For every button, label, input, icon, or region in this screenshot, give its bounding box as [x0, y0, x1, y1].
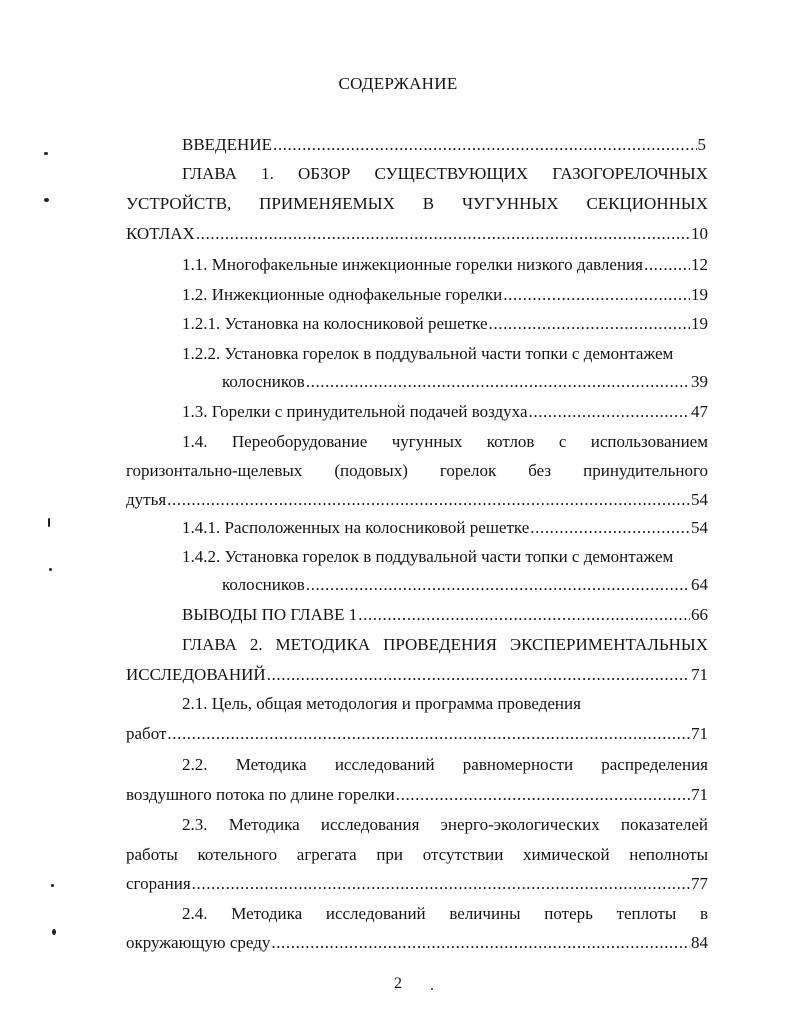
toc-page-number: 66: [691, 605, 708, 624]
scan-speck: [431, 988, 433, 990]
toc-chapter1-line2: УСТРОЙСТВ, ПРИМЕНЯЕМЫХ В ЧУГУННЫХ СЕКЦИОННЫХ: [126, 194, 708, 213]
toc-entry-text: колосников: [222, 372, 305, 391]
toc-page-number: 84: [691, 933, 708, 952]
toc-entry-text: ИССЛЕДОВАНИЙ: [126, 665, 266, 684]
toc-page-number: 54: [691, 518, 708, 537]
toc-entry-text: ВЫВОДЫ ПО ГЛАВЕ 1: [182, 605, 358, 624]
dot-leader: [192, 874, 690, 894]
toc-entry-2-4-line1: 2.4. Методика исследований величины потерь теплоты в: [182, 904, 708, 923]
dot-leader: [396, 785, 690, 805]
toc-entry-2-3-line1: 2.3. Методика исследования энерго-экологических показателей: [182, 815, 708, 834]
toc-page-number: 64: [691, 575, 708, 594]
toc-entry-2-1-line1: 2.1. Цель, общая методология и программа проведения: [182, 694, 581, 713]
dot-leader: [273, 135, 697, 155]
toc-entry-2-2-line2: [126, 785, 708, 805]
scan-speck: [51, 884, 54, 887]
dot-leader: [167, 724, 690, 744]
toc-entry-1-4-1: [182, 518, 708, 538]
toc-entry-1-3: [182, 402, 708, 422]
toc-entry-text: колосников: [222, 575, 305, 594]
toc-entry-1-2-1: [182, 314, 708, 334]
toc-page-number: 12: [691, 255, 708, 274]
toc-page-number: 54: [691, 490, 708, 509]
dot-leader: [167, 490, 690, 510]
dot-leader: [529, 402, 691, 422]
toc-page-number: 71: [691, 665, 708, 684]
toc-entry-1-2-2-line1: 1.2.2. Установка горелок в поддувальной части топки с демонтажем: [182, 344, 674, 363]
dot-leader: [503, 285, 690, 305]
toc-entry-1-2-2-line2: [222, 372, 708, 392]
page-number: 2: [394, 975, 402, 992]
toc-page-number: 19: [691, 285, 708, 304]
toc-entry-text: дутья: [126, 490, 167, 509]
scan-speck: [49, 568, 52, 571]
toc-page-number: 71: [691, 724, 708, 743]
dot-leader: [306, 372, 690, 392]
dot-leader: [644, 255, 690, 275]
toc-entry-2-1-line2: [126, 724, 708, 744]
toc-entry-2-2-line1: 2.2. Методика исследований равномерности распределения: [182, 755, 708, 774]
toc-page-number: 77: [691, 874, 708, 893]
scan-speck: [48, 518, 50, 527]
toc-entry-1-4-2-line2: [222, 575, 708, 595]
toc-entry-1-1: [182, 255, 708, 275]
toc-entry-text: воздушного потока по длине горелки: [126, 785, 395, 804]
toc-entry-text: КОТЛАХ: [126, 224, 195, 243]
dot-leader: [306, 575, 690, 595]
toc-entry-1-2: [182, 285, 708, 305]
toc-entry-text: 1.3. Горелки с принудительной подачей воздуха: [182, 402, 528, 421]
dot-leader: [530, 518, 690, 538]
toc-chapter1-line1: ГЛАВА 1. ОБЗОР СУЩЕСТВУЮЩИХ ГАЗОГОРЕЛОЧНЫХ: [182, 164, 708, 183]
toc-page-number: 19: [691, 314, 708, 333]
toc-entry-conclusions-1: [182, 605, 708, 625]
toc-chapter2-line1: ГЛАВА 2. МЕТОДИКА ПРОВЕДЕНИЯ ЭКСПЕРИМЕНТАЛЬНЫХ: [182, 635, 708, 654]
toc-entry-1-4-line2: горизонтально-щелевых (подовых) горелок без принудительного: [126, 461, 708, 480]
contents-title: СОДЕРЖАНИЕ: [338, 74, 458, 93]
scan-speck: [44, 198, 49, 202]
toc-entry-text: ВВЕДЕНИЕ: [182, 135, 272, 154]
toc-entry-1-4-line3: [126, 490, 708, 510]
toc-entry-text: 1.2. Инжекционные однофакельные горелки: [182, 285, 503, 304]
toc-entry-text: работ: [126, 724, 167, 743]
toc-entry-text: 1.2.1. Установка на колосниковой решетке: [182, 314, 488, 333]
scan-speck: [44, 152, 48, 155]
toc-entry-1-4-line1: 1.4. Переоборудование чугунных котлов с использованием: [182, 432, 708, 451]
toc-chapter2-line2: [126, 665, 708, 685]
toc-chapter1-line3: [126, 224, 708, 244]
dot-leader: [267, 665, 690, 685]
toc-page-number: 71: [691, 785, 708, 804]
toc-entry-text: сгорания: [126, 874, 191, 893]
toc-page-number: 47: [691, 402, 708, 421]
toc-entry-intro: [182, 135, 706, 155]
toc-entry-1-4-2-line1: 1.4.2. Установка горелок в поддувальной части топки с демонтажем: [182, 547, 674, 566]
toc-entry-2-4-line2: [126, 933, 708, 953]
toc-page-number: 39: [691, 372, 708, 391]
toc-page-number: 5: [697, 135, 706, 154]
toc-entry-2-3-line2: работы котельного агрегата при отсутствии химической неполноты: [126, 845, 708, 864]
scan-speck: [52, 929, 56, 935]
dot-leader: [271, 933, 690, 953]
toc-entry-text: 1.1. Многофакельные инжекционные горелки низкого давления: [182, 255, 643, 274]
toc-entry-text: 1.4.1. Расположенных на колосниковой решетке: [182, 518, 530, 537]
toc-entry-2-3-line3: [126, 874, 708, 894]
dot-leader: [358, 605, 690, 625]
toc-entry-text: окружающую среду: [126, 933, 271, 952]
toc-page-number: 10: [691, 224, 708, 243]
dot-leader: [196, 224, 690, 244]
dot-leader: [489, 314, 690, 334]
